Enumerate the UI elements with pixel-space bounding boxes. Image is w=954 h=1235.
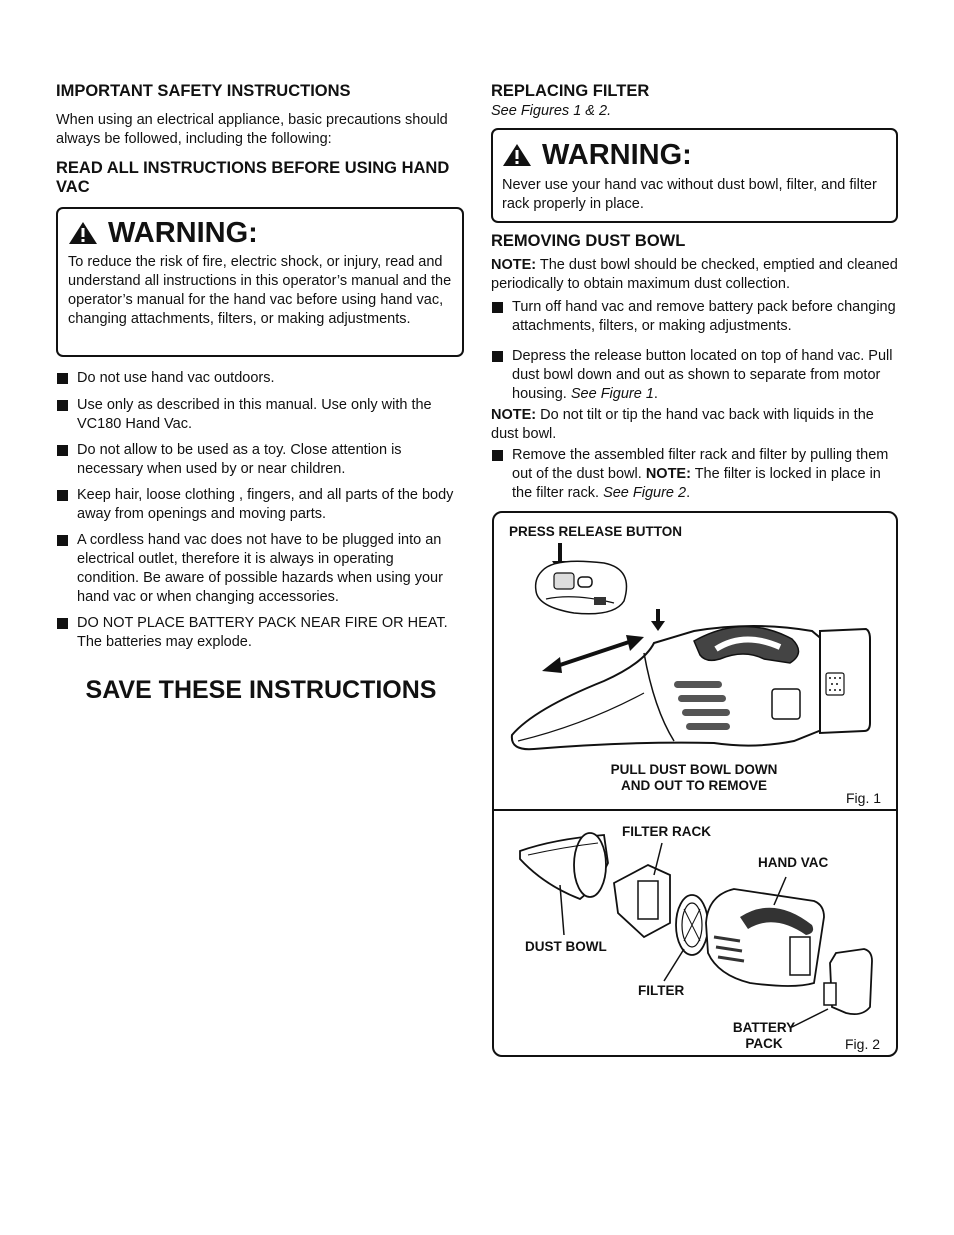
list-item: Use only as described in this manual. Use only with the VC180 Hand Vac.: [56, 396, 456, 434]
list-item: Keep hair, loose clothing , fingers, and all parts of the body away from openings and moving parts.: [56, 486, 456, 524]
warning-title: WARNING:: [68, 217, 452, 249]
filter-steps: [491, 446, 899, 503]
dust-bowl-label: DUST BOWL: [525, 939, 607, 954]
warning-triangle-icon: [68, 221, 98, 245]
save-instructions-heading: SAVE THESE INSTRUCTIONS: [85, 676, 437, 704]
list-item: Turn off hand vac and remove battery pack before changing attachments, filters, or making adjustments.: [491, 298, 899, 336]
list-item: DO NOT PLACE BATTERY PACK NEAR FIRE OR HEAT. The batteries may explode.: [56, 614, 456, 652]
hand-vac-label: HAND VAC: [758, 855, 829, 870]
pull-dust-bowl-label: PULL DUST BOWL DOWN AND OUT TO REMOVE: [610, 762, 778, 793]
read-instructions-heading: READ ALL INSTRUCTIONS BEFORE USING HAND VAC: [56, 159, 450, 196]
list-item: Do not allow to be used as a toy. Close attention is necessary when used by or near children.: [56, 441, 456, 479]
list-item: Do not use hand vac outdoors.: [56, 369, 456, 388]
list-item: Depress the release button located on top of hand vac. Pull dust bowl down and out as shown to separate from motor housing. See Figure 1.: [491, 347, 899, 404]
right-column: [491, 82, 899, 503]
see-figures-ref: See Figures 1 & 2.: [491, 103, 612, 119]
removing-dust-bowl-heading: REMOVING DUST BOWL: [491, 232, 686, 250]
warning-box-right: [491, 128, 898, 223]
safety-intro: When using an electrical appliance, basic precautions should always be followed, including the following:: [56, 112, 448, 147]
safety-heading: IMPORTANT SAFETY INSTRUCTIONS: [56, 82, 351, 100]
left-column: [56, 82, 464, 705]
figure-1-number: Fig. 1: [846, 790, 882, 806]
replacing-filter-heading: REPLACING FILTER: [491, 82, 650, 100]
warning-box-left: [56, 207, 464, 357]
press-release-label: PRESS RELEASE BUTTON: [509, 524, 683, 539]
warning-triangle-icon: [502, 143, 532, 167]
list-item: Remove the assembled filter rack and filter by pulling them out of the dust bowl. NOTE: The filter is locked in place in the filter rack. See Figure 2.: [491, 446, 899, 503]
warning-title: WARNING:: [502, 139, 886, 171]
list-item: A cordless hand vac does not have to be plugged into an electrical outlet, therefore it is always in operating condition. Be aware of possible hazards when using your hand vac or when changing accessories.: [56, 531, 456, 607]
note-paragraph: NOTE: The dust bowl should be checked, emptied and cleaned periodically to obtain maximum dust collection.: [491, 257, 898, 292]
safety-bullet-list: [56, 369, 456, 652]
warning-text: To reduce the risk of fire, electric shock, or injury, read and understand all instructions in this operator’s manual and the operator’s manual for the hand vac before using hand vac, changing attachments, filters, or making adjustments.: [68, 254, 452, 327]
figure-2-number: Fig. 2: [845, 1036, 881, 1052]
figure-panel: [492, 511, 898, 1057]
warning-text: Never use your hand vac without dust bowl, filter, and filter rack properly in place.: [502, 177, 877, 212]
filter-rack-label: FILTER RACK: [622, 824, 711, 839]
exploded-view-illustration-fig2: [494, 513, 896, 1057]
filter-label: FILTER: [638, 983, 685, 998]
note-paragraph: NOTE: Do not tilt or tip the hand vac back with liquids in the dust bowl.: [491, 407, 874, 442]
battery-pack-label: BATTERY PACK: [732, 1020, 796, 1051]
dust-bowl-steps: [491, 298, 899, 404]
